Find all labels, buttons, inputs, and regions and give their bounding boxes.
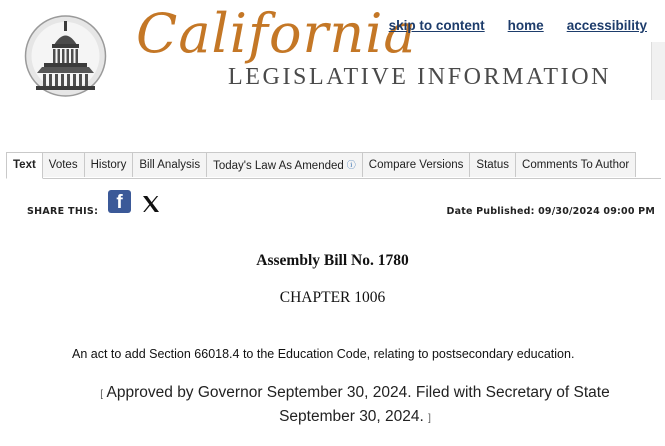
tab-history[interactable] [84, 152, 134, 177]
brand-subtitle: LEGISLATIVE INFORMATION [228, 64, 612, 90]
tab-comments-to-author[interactable] [515, 152, 636, 177]
approval-note [70, 382, 640, 430]
accessibility-link[interactable]: accessibility [566, 18, 647, 33]
tab-label: Compare Versions [368, 159, 464, 171]
brand-script-logo: California [136, 2, 417, 65]
bill-title: Assembly Bill No. 1780 [256, 252, 409, 269]
tab-votes[interactable] [42, 152, 85, 177]
bracket-close: ] [428, 413, 431, 424]
date-published: Date Published: 09/30/2024 09:00 PM [446, 206, 655, 217]
home-link[interactable]: home [507, 18, 544, 33]
tab-label: Text [13, 159, 36, 171]
x-icon[interactable] [142, 195, 160, 213]
tab-label: Votes [48, 159, 78, 171]
info-icon[interactable]: ⓘ [346, 160, 356, 170]
chapter-heading: CHAPTER 1006 [279, 289, 386, 306]
tab-status[interactable] [469, 152, 516, 177]
tab-bill-analysis[interactable] [132, 152, 207, 177]
tab-todays-law-as-amended[interactable] [206, 152, 363, 177]
share-label: SHARE THIS: [27, 206, 99, 217]
edge-panel [651, 42, 665, 100]
bill-tabs [6, 152, 661, 179]
capitol-dome-logo[interactable] [24, 15, 107, 97]
site-header [0, 0, 665, 110]
top-links [389, 18, 647, 33]
approval-text: Approved by Governor September 30, 2024. Filed with Secretary of State September 30, 2024. [106, 384, 610, 425]
bracket-open: [ [100, 389, 104, 400]
tab-label: History [90, 159, 127, 171]
skip-to-content-link[interactable]: skip to content [388, 18, 485, 33]
share-row [27, 190, 655, 222]
tab-text[interactable] [6, 152, 43, 179]
tab-label: Bill Analysis [139, 159, 201, 171]
tab-label: Today's Law As Amended [213, 160, 344, 172]
act-description: An act to add Section 66018.4 to the Education Code, relating to postsecondary education. [72, 347, 575, 361]
tab-label: Status [476, 159, 510, 171]
facebook-icon[interactable]: f [108, 190, 131, 213]
tab-compare-versions[interactable] [362, 152, 471, 177]
tab-label: Comments To Author [522, 159, 630, 171]
